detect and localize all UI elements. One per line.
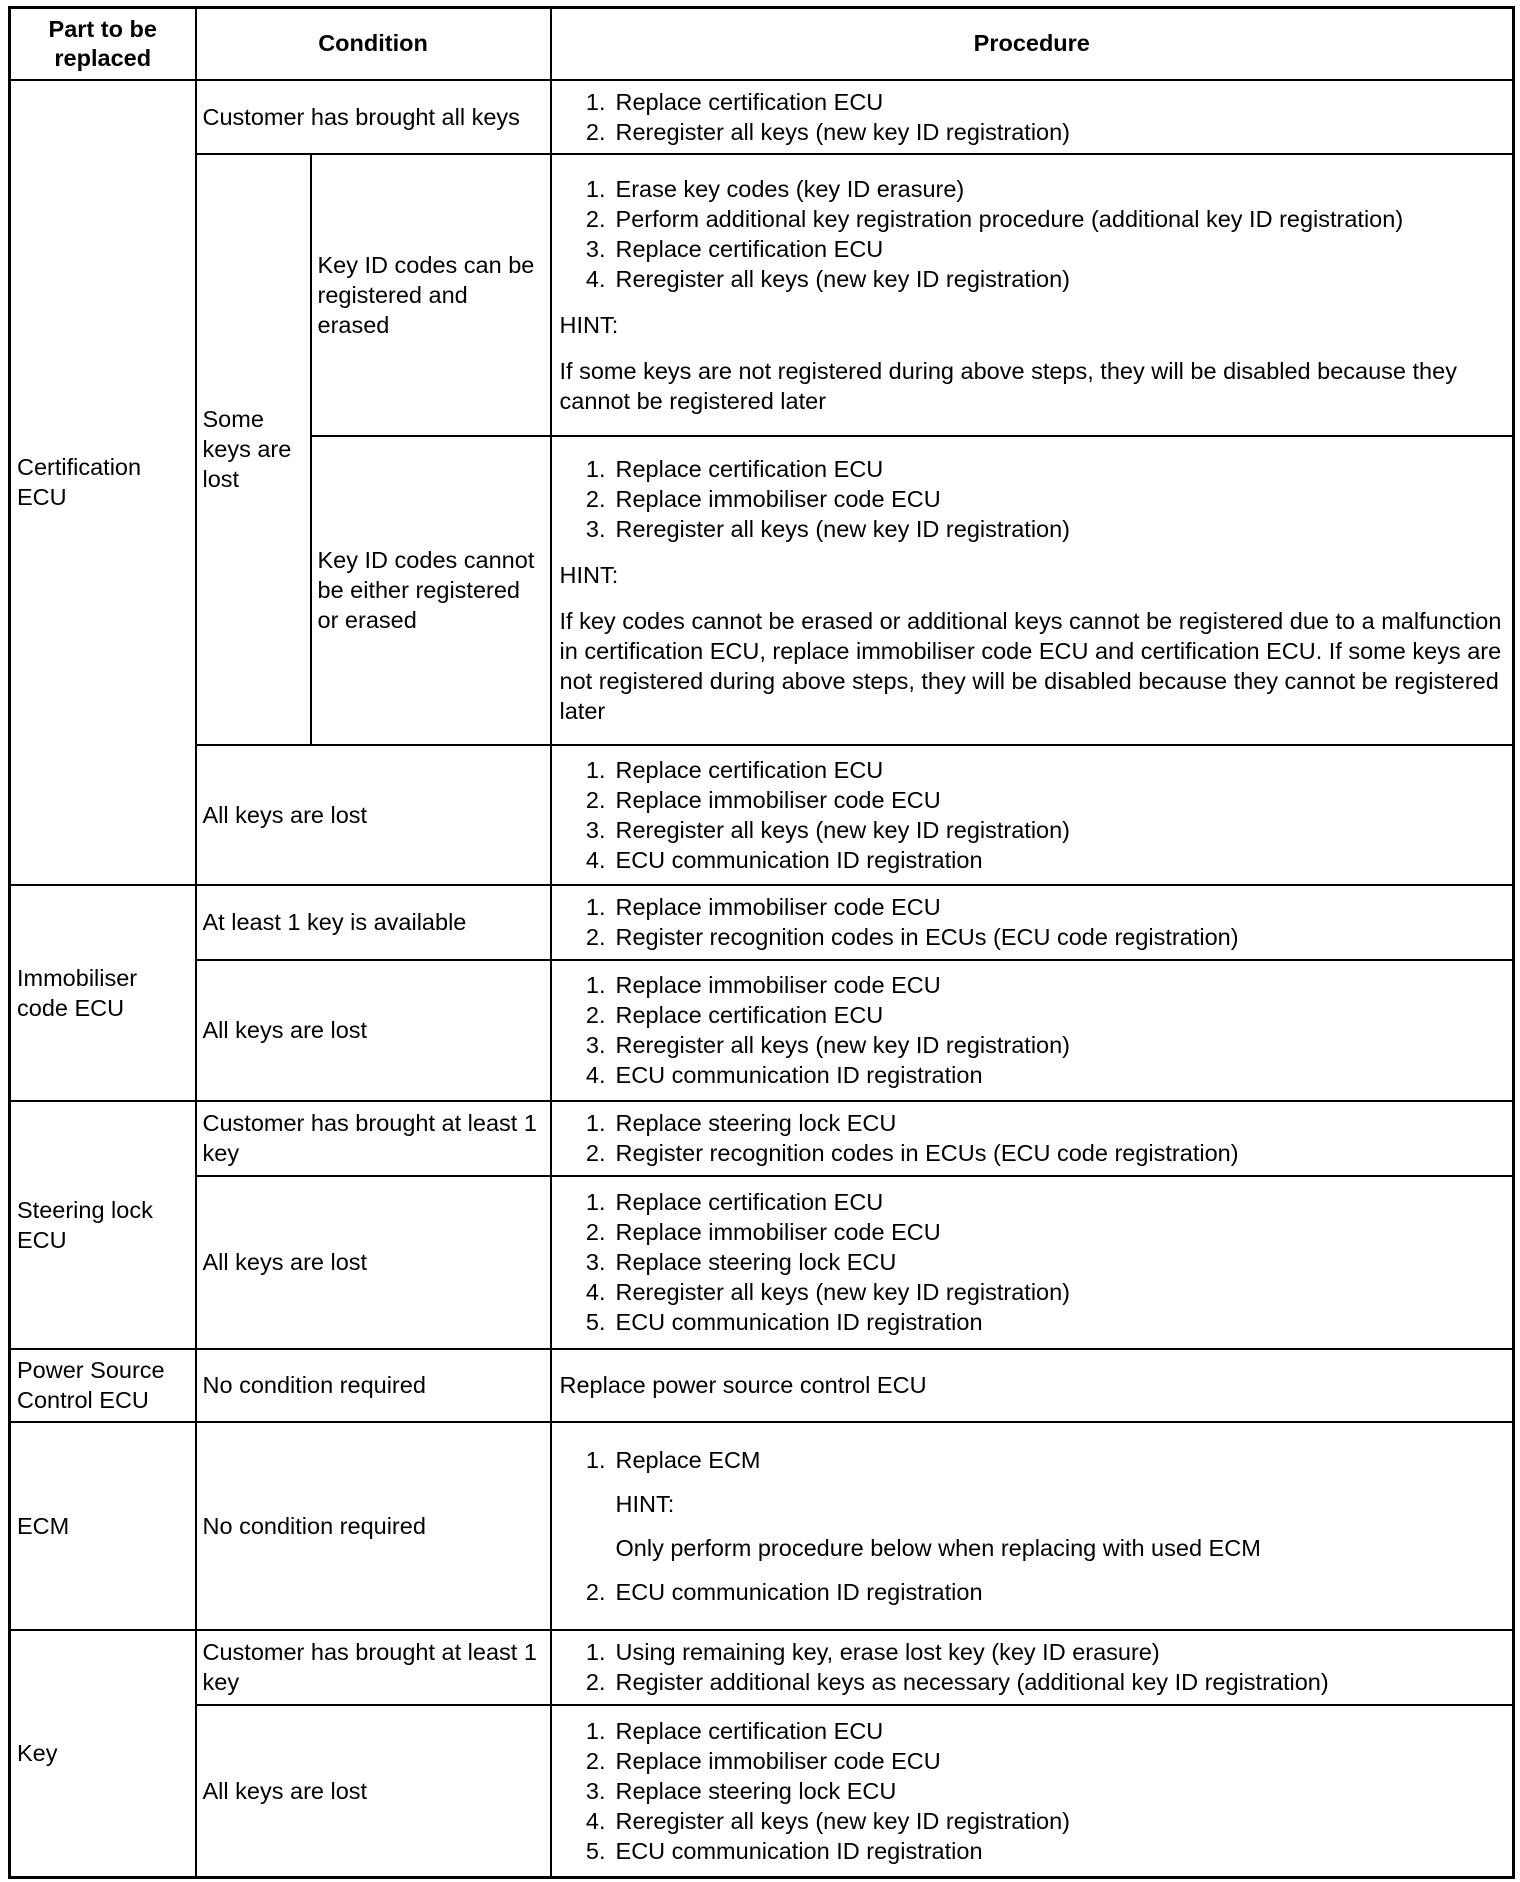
- step-item: 4. ECU communication ID registration: [585, 1062, 983, 1088]
- header-procedure: Procedure: [551, 8, 1514, 80]
- hint-text: Only perform procedure below when replacing with used ECM: [615, 1534, 1261, 1561]
- step-item: 3. Reregister all keys (new key ID registration): [585, 1032, 1071, 1058]
- procedure-cell: [551, 1705, 1514, 1878]
- step-item: 3. Reregister all keys (new key ID registration): [585, 516, 1071, 542]
- procedure-cell: [551, 154, 1514, 436]
- step-item: 2. Register recognition codes in ECUs (ECU code registration): [585, 1140, 1239, 1166]
- step-item: 1. Replace immobiliser code ECU: [585, 972, 941, 998]
- part-cell: Immobiliser code ECU: [10, 885, 196, 1101]
- step-item: 2. Register recognition codes in ECUs (ECU code registration): [585, 924, 1239, 950]
- step-item: 2. Replace immobiliser code ECU: [585, 486, 941, 512]
- replacement-procedure-table: [8, 6, 1515, 1879]
- hint-label: HINT:: [559, 562, 619, 588]
- procedure-cell: [551, 1630, 1514, 1705]
- step-item: 1. Replace ECM: [585, 1446, 761, 1473]
- step-item: 1. Replace steering lock ECU: [585, 1110, 897, 1136]
- step-item: 1. Replace certification ECU: [585, 756, 884, 783]
- procedure-cell: Replace power source control ECU: [551, 1349, 1514, 1422]
- part-cell: Steering lock ECU: [10, 1101, 196, 1349]
- step-item: 3. Replace steering lock ECU: [585, 1249, 897, 1275]
- table-row: [10, 745, 1514, 885]
- part-cell: ECM: [10, 1422, 196, 1630]
- condition-group-cell: Some keys are lost: [196, 154, 311, 745]
- step-item: 5. ECU communication ID registration: [585, 1309, 983, 1335]
- table-row: [10, 885, 1514, 960]
- table-row: [10, 1176, 1514, 1349]
- condition-cell: Customer has brought at least 1 key: [196, 1101, 551, 1176]
- step-item: 3. Replace certification ECU: [585, 235, 884, 262]
- part-cell: Key: [10, 1630, 196, 1878]
- step-item: 4. ECU communication ID registration: [585, 846, 983, 873]
- condition-cell: Key ID codes cannot be either registered or erased: [311, 436, 551, 745]
- step-item: 1. Replace certification ECU: [585, 1189, 884, 1215]
- step-item: 1. Replace immobiliser code ECU: [585, 894, 941, 920]
- condition-cell: Key ID codes can be registered and erased: [311, 154, 551, 436]
- part-cell: Power Source Control ECU: [10, 1349, 196, 1422]
- step-item: 2. Replace certification ECU: [585, 1002, 884, 1028]
- step-item: 1. Replace certification ECU: [585, 456, 884, 482]
- condition-cell: No condition required: [196, 1422, 551, 1630]
- step-item: 2. ECU communication ID registration: [585, 1578, 983, 1605]
- table-row: [10, 1630, 1514, 1705]
- step-item: 3. Reregister all keys (new key ID registration): [585, 816, 1071, 843]
- condition-cell: Customer has brought all keys: [196, 80, 551, 154]
- step-item: 2. Replace immobiliser code ECU: [585, 1747, 941, 1774]
- procedure-cell: [551, 885, 1514, 960]
- procedure-cell: [551, 745, 1514, 885]
- procedure-cell: [551, 1101, 1514, 1176]
- condition-cell: No condition required: [196, 1349, 551, 1422]
- step-item: 4. Reregister all keys (new key ID registration): [585, 1279, 1071, 1305]
- condition-cell: All keys are lost: [196, 745, 551, 885]
- procedure-cell: [551, 436, 1514, 745]
- table-row: [10, 960, 1514, 1101]
- hint-label: HINT:: [559, 311, 619, 338]
- step-item: 2. Reregister all keys (new key ID registration): [585, 118, 1071, 145]
- step-item: 2. Replace immobiliser code ECU: [585, 1219, 941, 1245]
- condition-cell: All keys are lost: [196, 1705, 551, 1878]
- header-condition: Condition: [196, 8, 551, 80]
- procedure-cell: [551, 1422, 1514, 1630]
- header-part: Part to be replaced: [10, 8, 196, 80]
- header-row: [10, 8, 1514, 80]
- procedure-cell: [551, 80, 1514, 154]
- step-item: 1. Using remaining key, erase lost key (key ID erasure): [585, 1639, 1160, 1665]
- condition-cell: At least 1 key is available: [196, 885, 551, 960]
- step-item: 2. Replace immobiliser code ECU: [585, 786, 941, 813]
- step-item: 3. Replace steering lock ECU: [585, 1777, 897, 1804]
- procedure-cell: [551, 1176, 1514, 1349]
- condition-cell: All keys are lost: [196, 1176, 551, 1349]
- step-item: 5. ECU communication ID registration: [585, 1837, 983, 1864]
- part-cell: Certification ECU: [10, 80, 196, 885]
- step-item: 4. Reregister all keys (new key ID registration): [585, 265, 1071, 292]
- table-row: [10, 1101, 1514, 1176]
- step-item: 1. Erase key codes (key ID erasure): [585, 175, 965, 202]
- step-item: 1. Replace certification ECU: [585, 1717, 884, 1744]
- table-row: [10, 1705, 1514, 1878]
- condition-cell: All keys are lost: [196, 960, 551, 1101]
- table-row: [10, 80, 1514, 154]
- step-item: 2. Register additional keys as necessary (additional key ID registration): [585, 1669, 1329, 1695]
- hint-text: If key codes cannot be erased or additional keys cannot be registered due to a malfunction in certification ECU, replace immobiliser code ECU and certification ECU. If some keys are not registered during above steps, they will be disabled because they cannot be registered later: [559, 608, 1502, 724]
- hint-label: HINT:: [615, 1490, 675, 1517]
- table-row: [10, 1422, 1514, 1630]
- condition-cell: Customer has brought at least 1 key: [196, 1630, 551, 1705]
- step-item: 4. Reregister all keys (new key ID registration): [585, 1807, 1071, 1834]
- step-item: 1. Replace certification ECU: [585, 88, 884, 115]
- step-item: 2. Perform additional key registration procedure (additional key ID registration): [585, 205, 1404, 232]
- table-row: [10, 1349, 1514, 1422]
- table-row: [10, 154, 1514, 436]
- hint-text: If some keys are not registered during above steps, they will be disabled because they cannot be registered later: [559, 357, 1457, 414]
- procedure-cell: [551, 960, 1514, 1101]
